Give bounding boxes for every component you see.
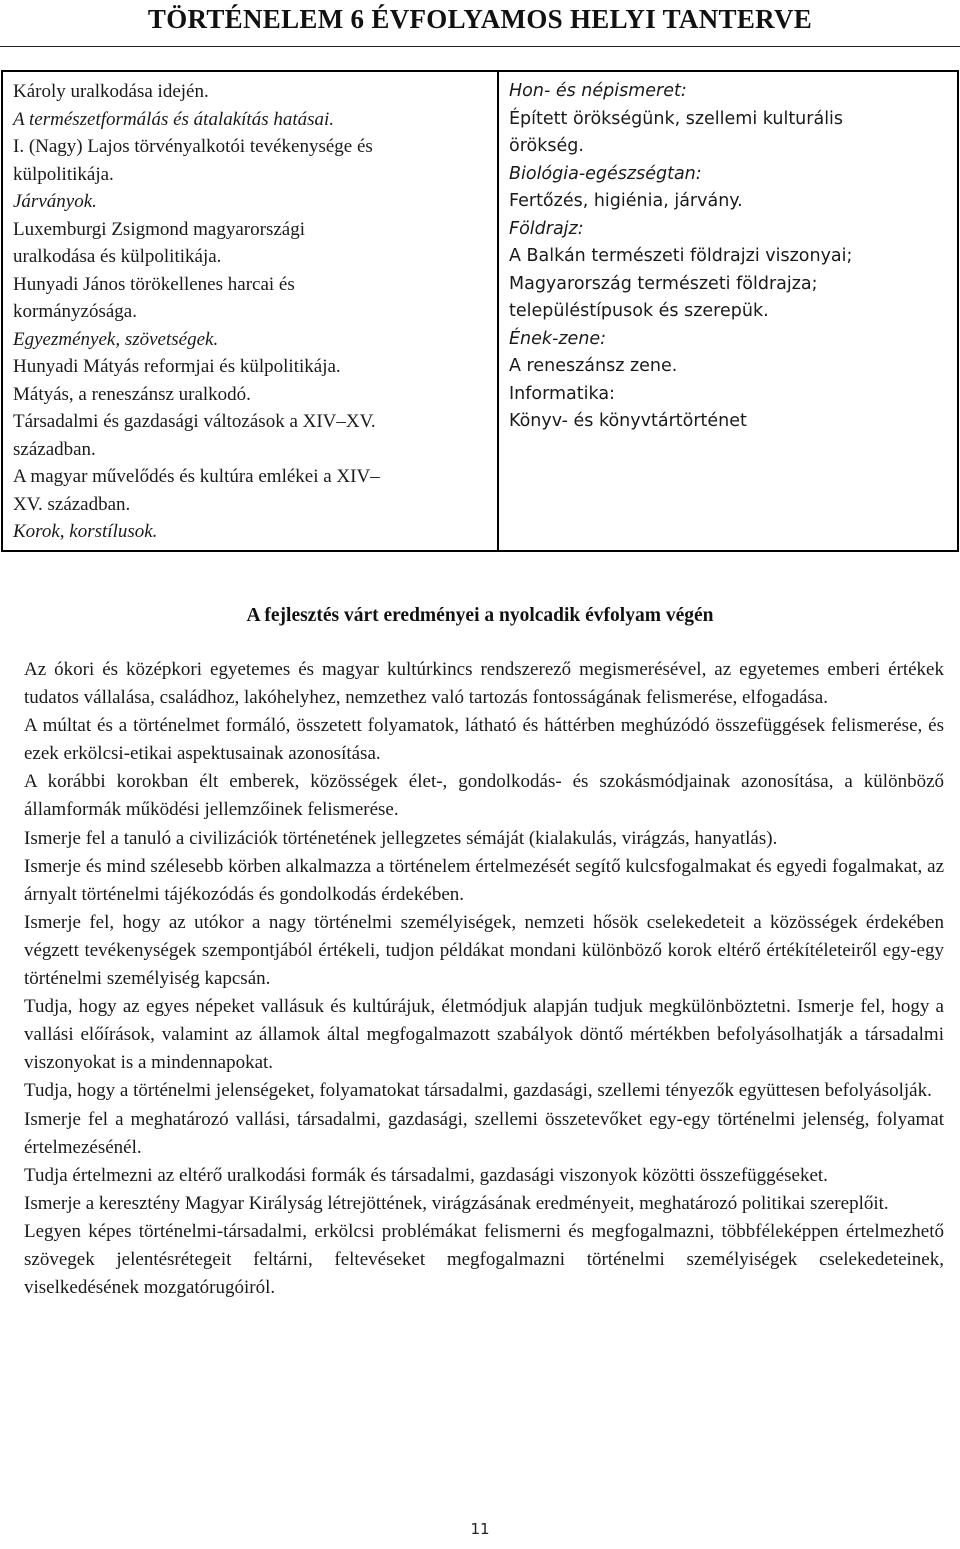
connection-line: Könyv- és könyvtártörténet	[509, 411, 747, 431]
connection-line: Fertőzés, higiénia, járvány.	[509, 191, 743, 211]
outcome-paragraph: Ismerje fel, hogy az utókor a nagy történelmi személyiségek, nemzeti hősök cselekedeteit a közösségek érdekében végzett tevékenységek szempontjából értékeli, tudjon példákat mondani különböző korok eltérő értékítéleteiről egy-egy történelmi személyiség kapcsán.	[24, 911, 944, 990]
outcome-paragraph: A múltat és a történelmet formáló, összetett folyamatok, látható és háttérben meghúzódó összefüggések felismerése, és ezek erkölcsi-etikai aspektusainak azonosítása.	[24, 715, 944, 765]
document-title: TÖRTÉNELEM 6 ÉVFOLYAMOS HELYI TANTERVE	[147, 4, 813, 34]
topic-line: A természetformálás és átalakítás hatásai.	[13, 108, 335, 130]
outcome-paragraph: Az ókori és középkori egyetemes és magyar kultúrkincs rendszerező megismerésével, az egyetemes emberi értékek tudatos vállalása, családhoz, lakóhelyhez, nemzethez való tartozás fontosságának felismerése, elfogadása.	[24, 659, 944, 709]
cross-curricular-column	[499, 72, 957, 550]
outcome-paragraph: Legyen képes történelmi-társadalmi, erkölcsi problémákat felismerni és megfogalmazni, többféleképpen értelmezhető szövegek jelentésrétegeit feltárni, feltevéseket megfogalmazni történelmi személyiségek cselekedeteinek, viselkedésének mozgatórugóiról.	[24, 1220, 944, 1299]
section-heading: A fejlesztés várt eredményei a nyolcadik évfolyam végén	[246, 605, 714, 626]
connection-line: Hon- és népismeret:	[509, 81, 687, 101]
outcome-paragraph: Ismerje és mind szélesebb körben alkalmazza a történelem értelmezését segítő kulcsfogalmakat és egyedi fogalmakat, az árnyalt történelmi tájékozódás és gondolkodás érdekében.	[24, 855, 944, 905]
topic-line: században.	[13, 438, 96, 460]
topic-line: Egyezmények, szövetségek.	[13, 328, 219, 350]
connection-line: Informatika:	[509, 383, 615, 404]
outcome-paragraph: A korábbi korokban élt emberek, közösségek élet-, gondolkodás- és szokásmódjainak azonosítása, a különböző államformák működési jellemzőinek felismerése.	[24, 771, 944, 821]
topic-line: Károly uralkodása idején.	[13, 81, 209, 102]
topic-line: A magyar művelődés és kultúra emlékei a XIV–	[13, 466, 380, 487]
page-header	[0, 0, 960, 47]
connection-line: A reneszánsz zene.	[509, 356, 678, 376]
topic-line: külpolitikája.	[13, 163, 114, 185]
page-number: 11	[470, 1520, 490, 1538]
connection-line: A Balkán természeti földrajzi viszonyai;	[509, 246, 853, 266]
topic-line: kormányzósága.	[13, 301, 137, 322]
connection-line: Épített örökségünk, szellemi kulturális	[509, 108, 844, 129]
connection-line: Ének-zene:	[509, 328, 607, 349]
connection-line: Biológia-egészségtan:	[509, 163, 702, 184]
connection-line: Magyarország természeti földrajza;	[509, 273, 818, 294]
topic-line: Luxemburgi Zsigmond magyarországi	[13, 218, 305, 240]
outcome-paragraph: Tudja, hogy az egyes népeket vallásuk és kultúrájuk, életmódjuk alapján tudjuk megkülönböztetni. Ismerje fel, hogy a vallási előírások, valamint az államok által megfogalmazott szabályok döntő mértékben befolyásolhatják a társadalmi viszonyokat is a mindennapokat.	[24, 996, 944, 1074]
topic-line: I. (Nagy) Lajos törvényalkotói tevékenysége és	[13, 136, 373, 157]
outcomes-text	[24, 656, 944, 1302]
topic-line: Hunyadi Mátyás reformjai és külpolitikája.	[13, 356, 341, 377]
topic-line: Társadalmi és gazdasági változások a XIV–XV.	[13, 411, 376, 432]
topic-line: XV. században.	[13, 493, 131, 515]
topic-line: Járványok.	[13, 191, 97, 212]
connection-line: településtípusok és szerepük.	[509, 301, 769, 321]
topics-column	[3, 72, 499, 550]
outcome-paragraph: Ismerje fel a meghatározó vallási, társadalmi, gazdasági, szellemi összetevőket egy-egy történelmi jelenség, folyamat értelmezésénél.	[24, 1108, 944, 1158]
topic-line: Mátyás, a reneszánsz uralkodó.	[13, 383, 251, 405]
connection-line: örökség.	[509, 136, 584, 156]
topic-line: uralkodása és külpolitikája.	[13, 246, 222, 267]
outcome-paragraph: Ismerje fel a tanuló a civilizációk történetének jellegzetes sémáját (kialakulás, virágzás, hanyatlás).	[24, 827, 778, 849]
connection-line: Földrajz:	[509, 218, 584, 239]
content-table	[1, 70, 959, 552]
outcome-paragraph: Tudja, hogy a történelmi jelenségeket, folyamatokat társadalmi, gazdasági, szellemi tényezők együttesen befolyásolják.	[24, 1080, 932, 1102]
topic-line: Korok, korstílusok.	[13, 521, 158, 542]
outcome-paragraph: Tudja értelmezni az eltérő uralkodási formák és társadalmi, gazdasági viszonyok közötti összefüggéseket.	[24, 1164, 828, 1186]
outcome-paragraph: Ismerje a keresztény Magyar Királyság létrejöttének, virágzásának eredményeit, meghatározó politikai szereplőit.	[24, 1192, 889, 1214]
topic-line: Hunyadi János törökellenes harcai és	[13, 273, 295, 295]
